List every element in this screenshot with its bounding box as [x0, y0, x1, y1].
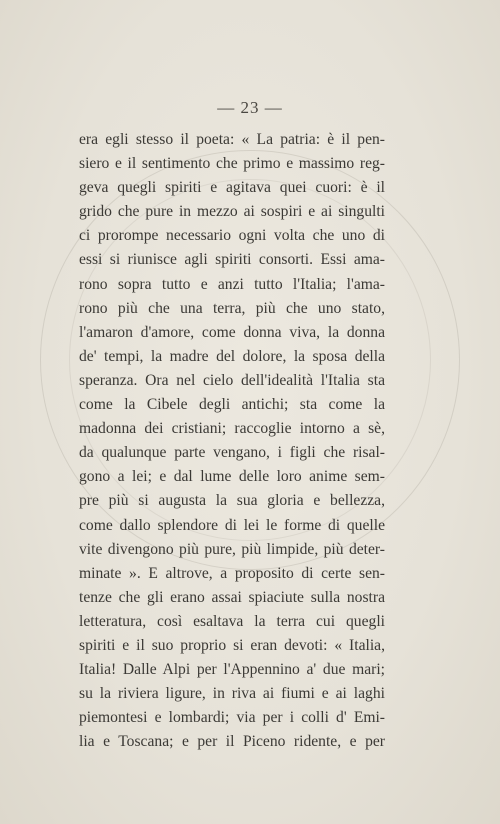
- text-line: da qualunque parte vengano, i figli che risal-: [79, 444, 385, 462]
- page-number: — 23 —: [217, 98, 283, 117]
- text-line: piemontesi e lombardi; via per i colli d' Emi-: [79, 709, 385, 727]
- text-line: rono sopra tutto e anzi tutto l'Italia; l'ama-: [79, 275, 385, 293]
- text-line: madonna dei cristiani; raccoglie intorno a sè,: [79, 420, 385, 438]
- text-line: Italia! Dalle Alpi per l'Appennino a' due mari;: [79, 661, 385, 679]
- text-line: rono più che una terra, più che uno stato,: [79, 299, 385, 317]
- text-line: minate ». E altrove, a proposito di certe sen-: [79, 564, 385, 582]
- text-line: spiriti e il suo proprio si eran devoti: « Italia,: [79, 636, 385, 654]
- text-line: siero e il sentimento che primo e massimo reg-: [79, 155, 385, 173]
- text-line: l'amaron d'amore, come donna viva, la donna: [79, 323, 385, 341]
- text-line: geva quegli spiriti e agitava quei cuori: è il: [79, 179, 385, 197]
- text-line: lia e Toscana; e per il Piceno ridente, e per: [79, 733, 385, 751]
- text-line: grido che pure in mezzo ai sospiri e ai singulti: [79, 203, 385, 221]
- text-line: pre più si augusta la sua gloria e bellezza,: [79, 492, 385, 510]
- text-line: letteratura, così esaltava la terra cui quegli: [79, 612, 385, 630]
- text-line: ci prorompe necessario ogni volta che uno di: [79, 227, 385, 245]
- body-text: [79, 128, 385, 754]
- text-line: speranza. Ora nel cielo dell'idealità l'Italia sta: [79, 371, 385, 389]
- text-line: gono a lei; e dal lume delle loro anime sem-: [79, 468, 385, 486]
- text-line: era egli stesso il poeta: « La patria: è il pen-: [79, 131, 385, 148]
- text-line: de' tempi, la madre del dolore, la sposa della: [79, 347, 385, 365]
- text-line: come la Cibele degli antichi; sta come la: [79, 396, 385, 414]
- text-line: vite divengono più pure, più limpide, più deter-: [79, 540, 385, 558]
- text-line: essi si riunisce agli spiriti consorti. Essi ama-: [79, 251, 385, 269]
- text-line: tenze che gli erano assai spiaciute sulla nostra: [79, 588, 385, 606]
- text-line: come dallo splendore di lei le forme di quelle: [79, 516, 385, 534]
- text-line: su la riviera ligure, in riva ai fiumi e ai laghi: [79, 685, 385, 703]
